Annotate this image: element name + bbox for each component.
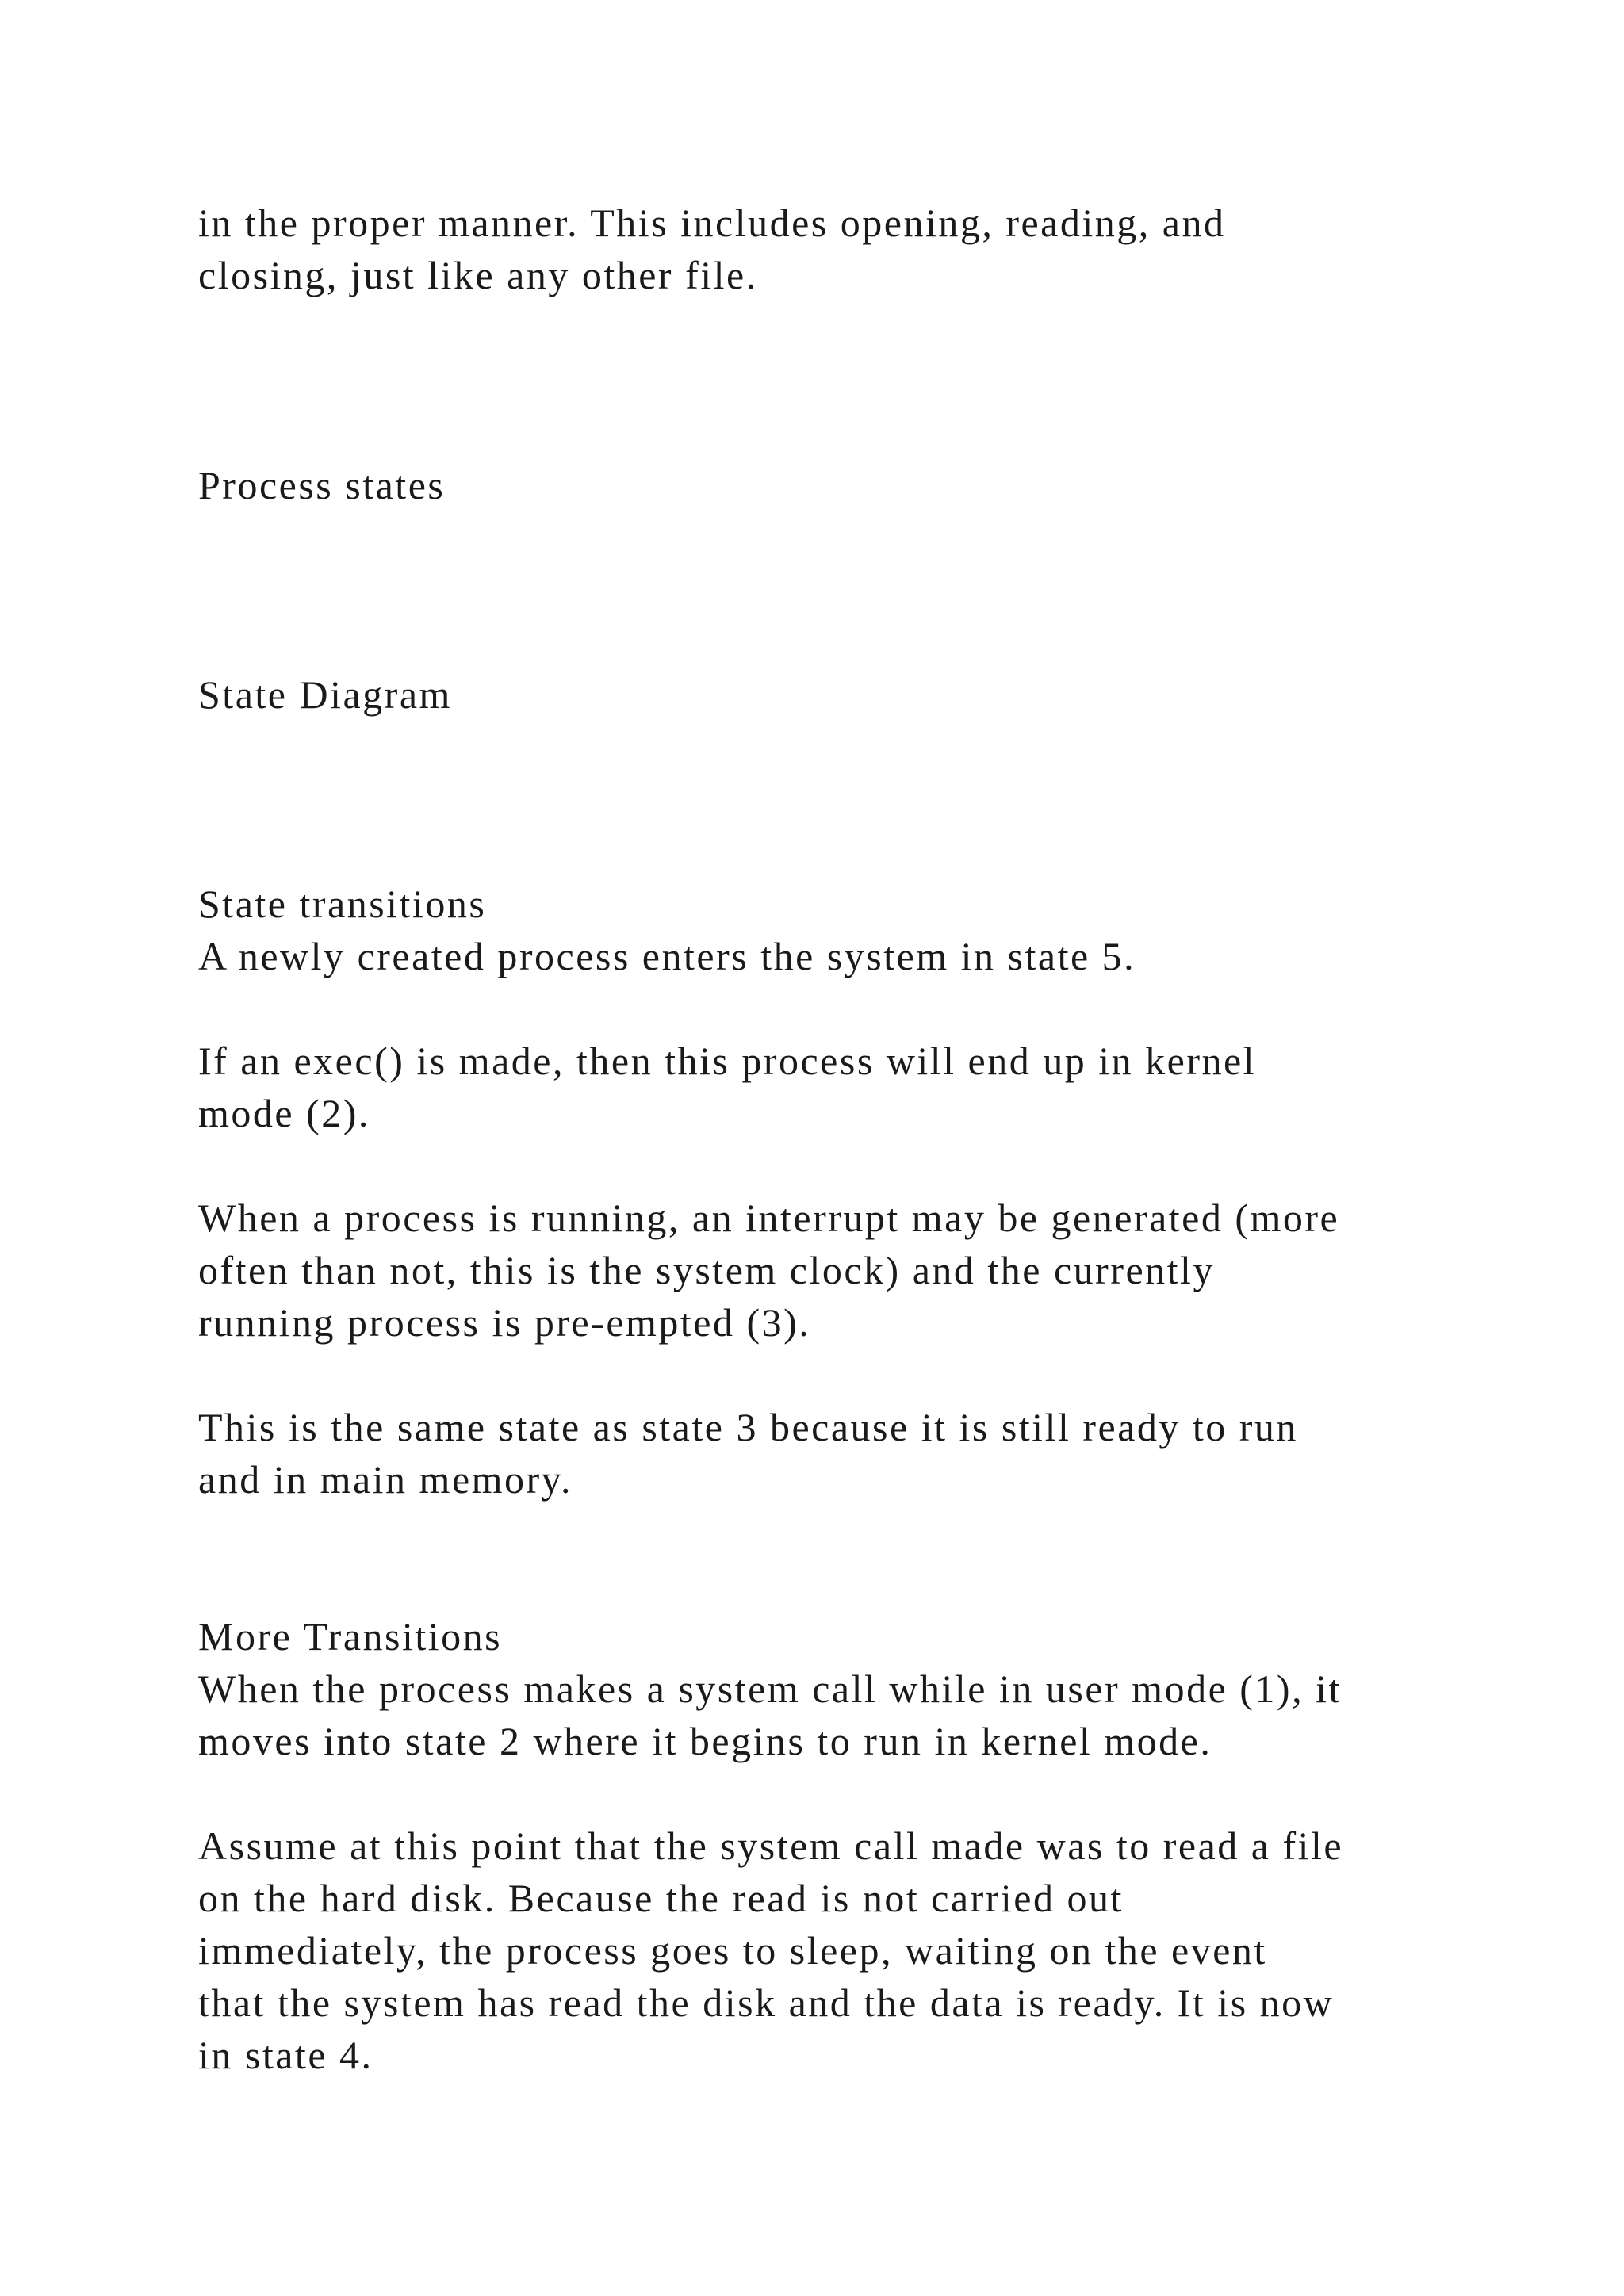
body-text-line: that the system has read the disk and the data is ready. It is now xyxy=(198,1980,1335,2025)
body-text-line: often than not, this is the system clock) and the currently xyxy=(198,1248,1215,1292)
body-text-line: and in main memory. xyxy=(198,1457,573,1502)
body-text-line: immediately, the process goes to sleep, waiting on the event xyxy=(198,1928,1267,1973)
section-heading-process-states: Process states xyxy=(198,463,446,507)
body-text-line: If an exec() is made, then this process will end up in kernel xyxy=(198,1039,1257,1083)
body-text-line: mode (2). xyxy=(198,1091,370,1135)
section-heading-state-diagram: State Diagram xyxy=(198,672,452,717)
body-text-line: running process is pre-empted (3). xyxy=(198,1300,811,1345)
section-heading-more-transitions: More Transitions xyxy=(198,1614,503,1659)
body-text-line: A newly created process enters the system in state 5. xyxy=(198,934,1136,978)
section-heading-state-transitions: State transitions xyxy=(198,882,487,926)
body-text-line: This is the same state as state 3 because it is still ready to run xyxy=(198,1405,1298,1449)
body-text-line: When a process is running, an interrupt may be generated (more xyxy=(198,1196,1340,1240)
body-text-line: in the proper manner. This includes opening, reading, and xyxy=(198,201,1226,245)
body-text-line: on the hard disk. Because the read is not carried out xyxy=(198,1876,1124,1920)
body-text-line: moves into state 2 where it begins to run in kernel mode. xyxy=(198,1719,1212,1763)
body-text-line: Assume at this point that the system call made was to read a file xyxy=(198,1823,1344,1868)
body-text-line: in state 4. xyxy=(198,2033,373,2077)
body-text-line: closing, just like any other file. xyxy=(198,253,758,297)
body-text-line: When the process makes a system call while in user mode (1), it xyxy=(198,1667,1342,1711)
